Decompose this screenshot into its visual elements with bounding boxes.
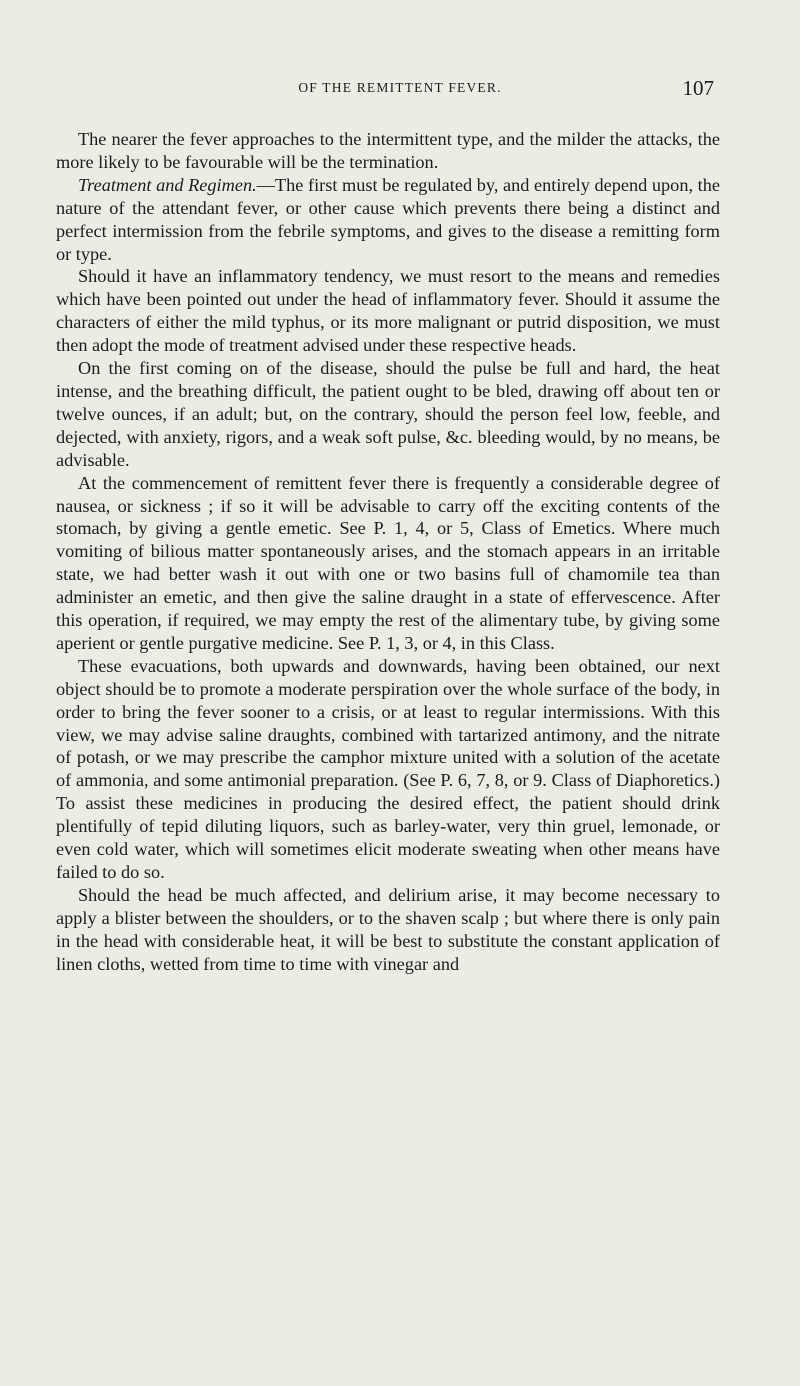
paragraph-text: —The first must be regulated by, and entirely depend upon, the nature of the attendant fever, or other cause which prevents there being a distinct and perfect intermission from the febrile symptoms, and gives to the disease a remitting form or type.	[56, 174, 720, 264]
paragraph-text: Should the head be much affected, and delirium arise, it may become necessary to apply a blister between the shoulders, or to the shaven scalp ; but where there is only pain in the head with considerable heat, it will be best to substitute the constant application of linen cloths, wetted from time to time with vinegar and	[56, 884, 720, 974]
paragraph-text: Should it have an inflammatory tendency, we must resort to the means and remedies which have been pointed out under the head of inflammatory fever. Should it assume the characters of either the mild typhus, or its more malignant or putrid disposition, we must then adopt the mode of treatment advised under these respective heads.	[56, 266, 720, 356]
paragraph-text: On the first coming on of the disease, should the pulse be full and hard, the heat intense, and the breathing difficult, the patient ought to be bled, drawing off about ten or twelve ounces, if an adult; but, on the contrary, should the person feel low, feeble, and dejected, with anxiety, rigors, and a weak soft pulse, &c. bleeding would, by no means, be advisable.	[56, 358, 720, 470]
section-heading: Treatment and Regimen.	[78, 174, 257, 195]
paragraph	[56, 884, 720, 976]
paragraph	[56, 472, 720, 655]
paragraph	[56, 357, 720, 472]
paragraph	[56, 174, 720, 266]
running-title: OF THE REMITTENT FEVER.	[298, 80, 502, 95]
paragraph-text: These evacuations, both upwards and downwards, having been obtained, our next object should be to promote a moderate perspiration over the whole surface of the body, in order to bring the fever sooner to a crisis, or at least to regular intermissions. With this view, we may advise saline draughts, combined with tartarized antimony, and the nitrate of potash, or we may prescribe the camphor mixture united with a solution of the acetate of ammonia, and some antimonial preparation. (See P. 6, 7, 8, or 9. Class of Diaphoretics.) To assist these medicines in producing the desired effect, the patient should drink plentifully of tepid diluting liquors, such as barley-water, very thin gruel, lemonade, or even cold water, which will sometimes elicit moderate sweating when other means have failed to do so.	[56, 655, 720, 882]
paragraph	[56, 128, 720, 174]
paragraph-text: The nearer the fever approaches to the intermittent type, and the milder the attacks, the more likely to be favourable will be the termination.	[56, 129, 720, 172]
paragraph	[56, 265, 720, 357]
paragraph	[56, 655, 720, 884]
paragraph-text: At the commencement of remittent fever there is frequently a considerable degree of nausea, or sickness ; if so it will be advisable to carry off the exciting contents of the stomach, by giving a gentle emetic. See P. 1, 4, or 5, Class of Emetics. Where much vomiting of bilious matter spontaneously arises, and the stomach appears in an irritable state, we had better wash it out with one or two basins full of chamomile tea than administer an emetic, and then give the saline draught in a state of effervescence. After this operation, if required, we may empty the rest of the alimentary tube, by giving some aperient or gentle purgative medicine. See P. 1, 3, or 4, in this Class.	[56, 472, 720, 653]
page-number: 107	[682, 76, 714, 100]
body-text	[56, 128, 720, 976]
page-header	[0, 76, 800, 106]
